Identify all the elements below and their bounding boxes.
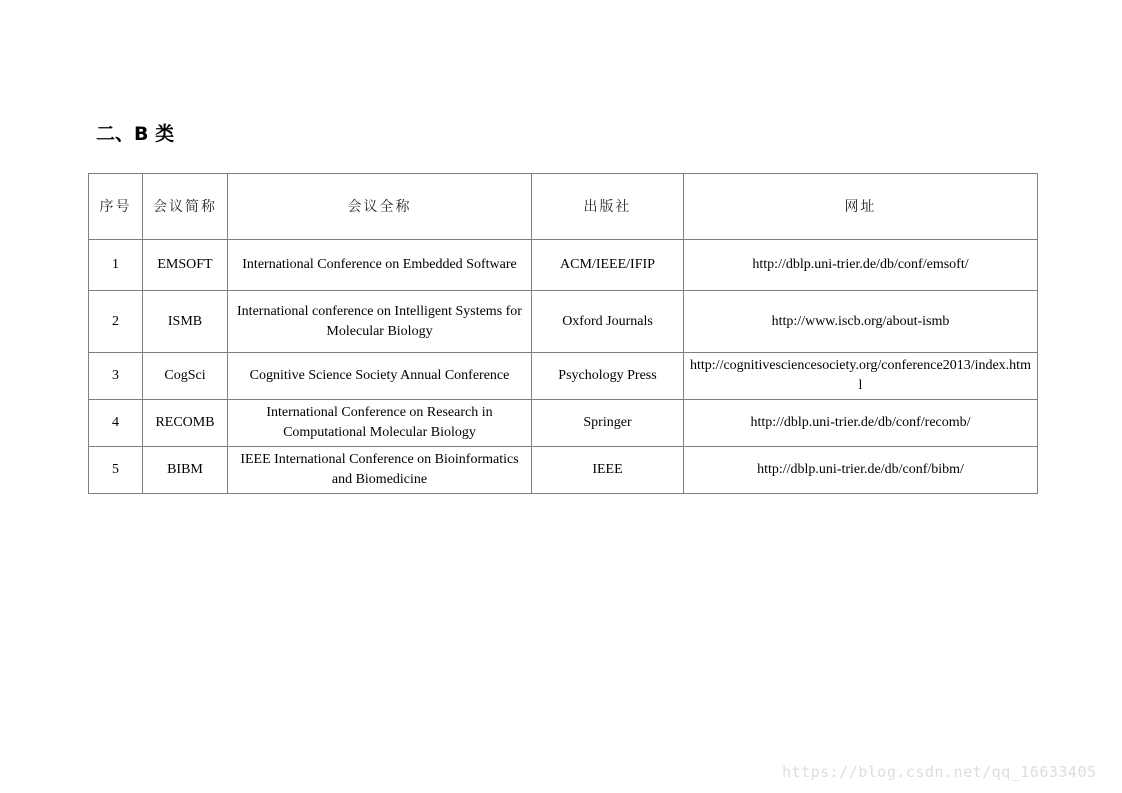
cell-full-name: IEEE International Conference on Bioinformatics and Biomedicine — [228, 447, 532, 494]
cell-short-name: EMSOFT — [143, 240, 228, 291]
conference-table — [88, 173, 1038, 494]
header-full-name: 会议全称 — [228, 174, 532, 240]
watermark: https://blog.csdn.net/qq_16633405 — [782, 763, 1097, 781]
table-header-row — [89, 174, 1038, 240]
cell-url: http://dblp.uni-trier.de/db/conf/recomb/ — [684, 400, 1038, 447]
cell-index: 3 — [89, 353, 143, 400]
cell-index: 2 — [89, 291, 143, 353]
table-row — [89, 353, 1038, 400]
header-publisher: 出版社 — [532, 174, 684, 240]
section-heading: 二、B 类 — [96, 123, 175, 145]
cell-short-name: BIBM — [143, 447, 228, 494]
cell-short-name: CogSci — [143, 353, 228, 400]
cell-index: 4 — [89, 400, 143, 447]
cell-url: http://dblp.uni-trier.de/db/conf/bibm/ — [684, 447, 1038, 494]
header-index: 序号 — [89, 174, 143, 240]
cell-publisher: Oxford Journals — [532, 291, 684, 353]
cell-short-name: RECOMB — [143, 400, 228, 447]
table-row — [89, 447, 1038, 494]
cell-url: http://dblp.uni-trier.de/db/conf/emsoft/ — [684, 240, 1038, 291]
cell-index: 5 — [89, 447, 143, 494]
cell-short-name: ISMB — [143, 291, 228, 353]
cell-full-name: International Conference on Research in Computational Molecular Biology — [228, 400, 532, 447]
cell-full-name: International conference on Intelligent Systems for Molecular Biology — [228, 291, 532, 353]
cell-full-name: Cognitive Science Society Annual Conference — [228, 353, 532, 400]
table-row — [89, 291, 1038, 353]
table-row — [89, 400, 1038, 447]
cell-url: http://cognitivesciencesociety.org/conference2013/index.html — [684, 353, 1038, 400]
cell-publisher: Springer — [532, 400, 684, 447]
table-row — [89, 240, 1038, 291]
cell-url: http://www.iscb.org/about-ismb — [684, 291, 1038, 353]
cell-publisher: ACM/IEEE/IFIP — [532, 240, 684, 291]
cell-index: 1 — [89, 240, 143, 291]
cell-publisher: Psychology Press — [532, 353, 684, 400]
cell-publisher: IEEE — [532, 447, 684, 494]
cell-full-name: International Conference on Embedded Software — [228, 240, 532, 291]
header-short-name: 会议简称 — [143, 174, 228, 240]
header-url: 网址 — [684, 174, 1038, 240]
